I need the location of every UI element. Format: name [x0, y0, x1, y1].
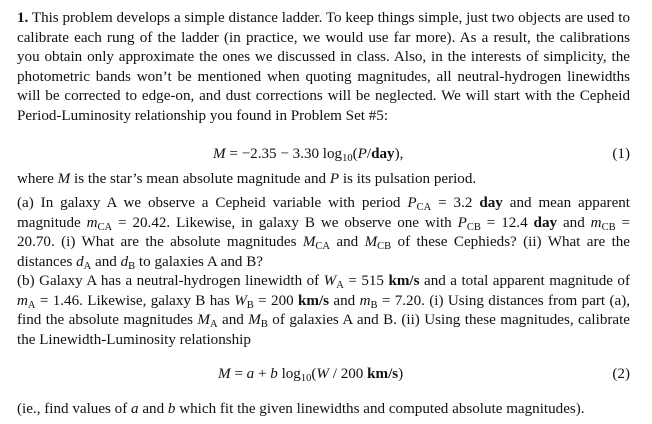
- closing-paragraph: (ie., find values of a and b which fit the given linewidths and computed absolute magnitudes).: [17, 401, 585, 417]
- intro-text: This problem develops a simple distance ladder. To keep things simple, just two objects are used to calibrate each rung of the ladder (in practice, we would use far more). As a result, the calibrations you obtain only approximate the ones we discussed in class. Also, in the interests of simplicity, the photometric bands won’t be mentioned when quoting magnitudes, all neutral-hydrogen linewidths will be corrected to edge-on, and dust corrections will be neglected. We will start with the Cepheid Period-Luminosity relationship you found in Problem Set #5:: [17, 10, 630, 124]
- part-a-paragraph: (a) In galaxy A we observe a Cepheid variable with period $P_{CA} = 3.2$ day and mean apparent magnitude $m_{CA} = 20.42$. Likewise, in galaxy B we observe one with $P_{CB} = 12.4$ day and $m_{CB} = 20.70$. (i) What are the absolute magnitudes $M_{CA}$ and $M_{CB}$ of these Cephieds? (ii) What are the distances $d_A$ and $d_B$ to galaxies A and B?: [17, 195, 631, 272]
- intro-paragraph: [17, 9, 630, 127]
- part-b-paragraph: (b) Galaxy A has a neutral-hydrogen linewidth of $W_A = 515$ km/s and a total apparent magnitude of $m_A = 1.46$. Likewise, galaxy B has $W_B = 200$ km/s and $m_B = 7.20$. (i) Using distances from part (a), find the absolute magnitudes $M_A$ and $M_B$ of galaxies A and B. (ii) Using these magnitudes, calibrate the Linewidth-Luminosity relationship: [17, 273, 631, 348]
- equation-1-number: (1): [612, 146, 630, 162]
- problem-number: 1.: [17, 10, 29, 26]
- where-paragraph: where M is the star’s mean absolute magnitude and P is its pulsation period.: [17, 171, 477, 187]
- equation-2: M = a + b $\log_{10}(W / 200$ km/s): [218, 366, 404, 384]
- equation-2-number: (2): [612, 366, 630, 382]
- equation-1: M = −2.35 − 3.30 $\log_{10}(P/day)$,: [213, 146, 404, 164]
- equation-2-row: [17, 363, 630, 385]
- equation-1-row: [17, 143, 630, 165]
